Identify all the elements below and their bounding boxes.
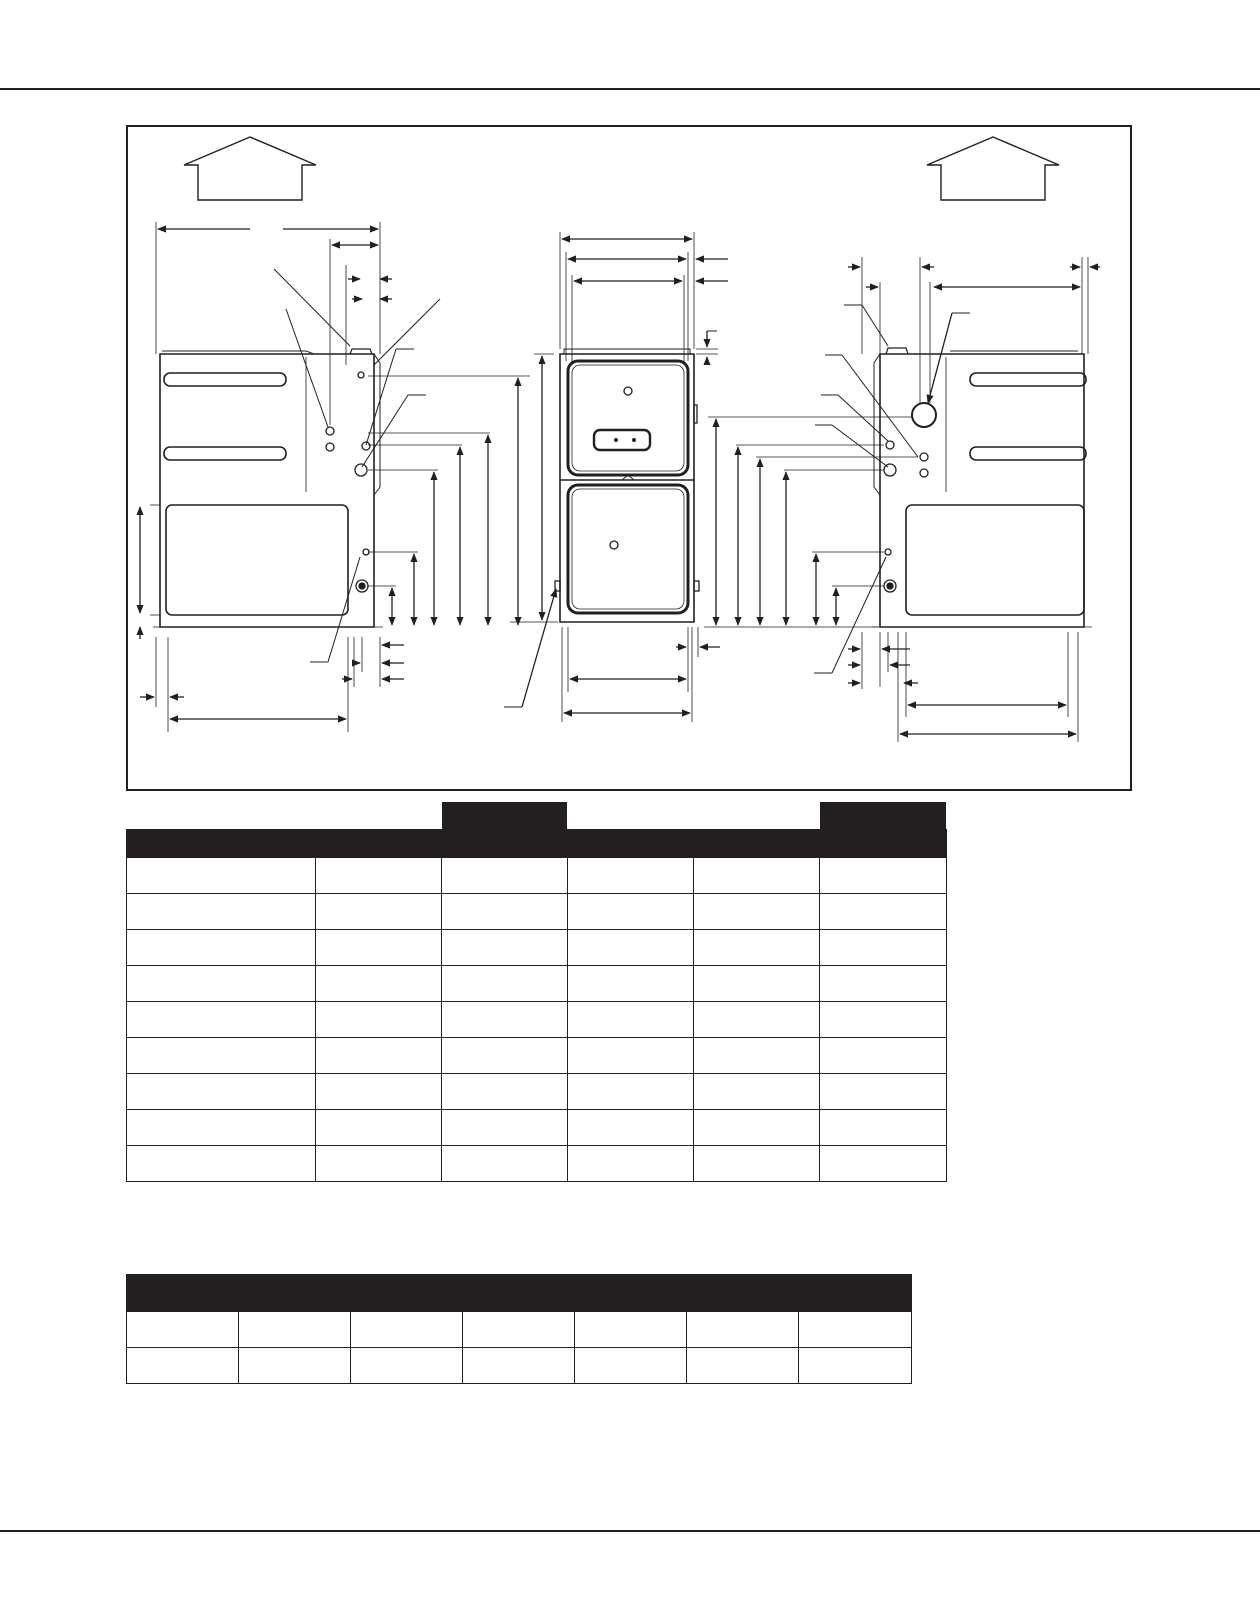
- weights-header-cell: [351, 1275, 463, 1312]
- dimensions-row-cell: [568, 1038, 694, 1074]
- weights-row: [127, 1348, 912, 1384]
- weights-row-cell: [687, 1312, 799, 1348]
- dimensions-row-cell: [820, 1038, 947, 1074]
- dimensions-row-cell: [694, 1074, 820, 1110]
- dimensions-row-cell: [316, 1146, 442, 1182]
- dimensions-row-cell: [127, 930, 316, 966]
- dimensions-row-cell: [127, 858, 316, 894]
- dimensions-row-cell: [442, 930, 568, 966]
- dimensions-row-cell: [442, 1110, 568, 1146]
- dimensions-row-cell: [316, 1038, 442, 1074]
- dimensions-row-cell: [127, 894, 316, 930]
- weights-header-cell: [799, 1275, 912, 1312]
- weights-table: [126, 1274, 912, 1384]
- dimensions-row-cell: [442, 1146, 568, 1182]
- right-side-view: [704, 257, 1100, 742]
- dimensions-row-cell: [127, 1146, 316, 1182]
- dimensions-row: [127, 1038, 947, 1074]
- airflow-arrow-right: [927, 137, 1059, 200]
- weights-header-cell: [575, 1275, 687, 1312]
- weights-row-cell: [127, 1348, 239, 1384]
- weights-row-cell: [463, 1312, 575, 1348]
- dimensions-row: [127, 894, 947, 930]
- front-view: [504, 232, 728, 722]
- dimensions-row-cell: [694, 1038, 820, 1074]
- dimensions-row-cell: [820, 1074, 947, 1110]
- dimensions-row-cell: [127, 1002, 316, 1038]
- dimensions-row-cell: [568, 1110, 694, 1146]
- dimensions-header-cell: [316, 830, 442, 858]
- dimensions-row: [127, 1110, 947, 1146]
- weights-row-cell: [239, 1348, 351, 1384]
- dims-group-header-1: [442, 802, 567, 829]
- dimensions-row-cell: [442, 1038, 568, 1074]
- dimensions-row-cell: [694, 1110, 820, 1146]
- weights-header-cell: [463, 1275, 575, 1312]
- dimensions-header-cell: [127, 830, 316, 858]
- dimensions-row: [127, 1002, 947, 1038]
- dimensions-header-cell: [568, 830, 694, 858]
- dimensions-row-cell: [820, 894, 947, 930]
- weights-row-cell: [463, 1348, 575, 1384]
- weights-row-cell: [239, 1312, 351, 1348]
- dimension-drawing: [126, 125, 1132, 791]
- airflow-arrow-left: [184, 137, 316, 200]
- weights-row-cell: [351, 1348, 463, 1384]
- weights-row-cell: [351, 1312, 463, 1348]
- dimensions-row-cell: [694, 894, 820, 930]
- dimensions-row: [127, 858, 947, 894]
- weights-row-cell: [799, 1348, 912, 1384]
- dimensions-row-cell: [316, 930, 442, 966]
- dimensions-row-cell: [316, 1074, 442, 1110]
- dimensions-row-cell: [568, 1002, 694, 1038]
- dimensions-row-cell: [820, 966, 947, 1002]
- dimensions-row-cell: [316, 1002, 442, 1038]
- dimensions-row-cell: [820, 1110, 947, 1146]
- dimensions-row-cell: [694, 858, 820, 894]
- dimensions-row-cell: [442, 1074, 568, 1110]
- dimensions-row-cell: [820, 1146, 947, 1182]
- dimensions-row-cell: [568, 1146, 694, 1182]
- weights-header-cell: [687, 1275, 799, 1312]
- dims-group-header-2: [820, 802, 946, 829]
- dimensions-row-cell: [316, 966, 442, 1002]
- dimensions-row-cell: [127, 1110, 316, 1146]
- left-side-view: [140, 222, 530, 732]
- weights-row-cell: [799, 1312, 912, 1348]
- dimensions-row-cell: [127, 1038, 316, 1074]
- dimensions-header-cell: [694, 830, 820, 858]
- dimensions-row-cell: [568, 966, 694, 1002]
- header-rule: [0, 88, 1260, 90]
- dimensions-row: [127, 1074, 947, 1110]
- dimensions-row-cell: [127, 1074, 316, 1110]
- dimensions-header-cell: [442, 830, 568, 858]
- weights-header-row: [127, 1275, 912, 1312]
- dimensions-row-cell: [316, 894, 442, 930]
- dimensions-row: [127, 930, 947, 966]
- dimensions-row-cell: [568, 894, 694, 930]
- dimensions-row-cell: [820, 1002, 947, 1038]
- weights-row-cell: [687, 1348, 799, 1384]
- dimensions-row-cell: [820, 858, 947, 894]
- dimensions-row-cell: [442, 858, 568, 894]
- furnace-dimension-diagram: [128, 127, 1130, 789]
- dimensions-row-cell: [442, 1002, 568, 1038]
- dimensions-row-cell: [694, 1002, 820, 1038]
- dimensions-header-cell: [820, 830, 947, 858]
- weights-row: [127, 1312, 912, 1348]
- dimensions-row: [127, 1146, 947, 1182]
- dimensions-row-cell: [694, 930, 820, 966]
- dimensions-row-cell: [316, 1110, 442, 1146]
- dimensions-row-cell: [127, 966, 316, 1002]
- weights-header-cell: [239, 1275, 351, 1312]
- dimensions-row-cell: [568, 858, 694, 894]
- dimensions-row-cell: [442, 894, 568, 930]
- dimensions-table: [126, 829, 947, 1182]
- dimensions-row-cell: [442, 966, 568, 1002]
- weights-row-cell: [575, 1312, 687, 1348]
- footer-rule: [0, 1530, 1260, 1532]
- dimensions-row-cell: [694, 1146, 820, 1182]
- dimensions-row-cell: [316, 858, 442, 894]
- weights-row-cell: [575, 1348, 687, 1384]
- dimensions-header-row: [127, 830, 947, 858]
- dimensions-row: [127, 966, 947, 1002]
- dimensions-row-cell: [568, 1074, 694, 1110]
- weights-row-cell: [127, 1312, 239, 1348]
- dimensions-row-cell: [568, 930, 694, 966]
- weights-header-cell: [127, 1275, 239, 1312]
- dimensions-row-cell: [820, 930, 947, 966]
- dimensions-row-cell: [694, 966, 820, 1002]
